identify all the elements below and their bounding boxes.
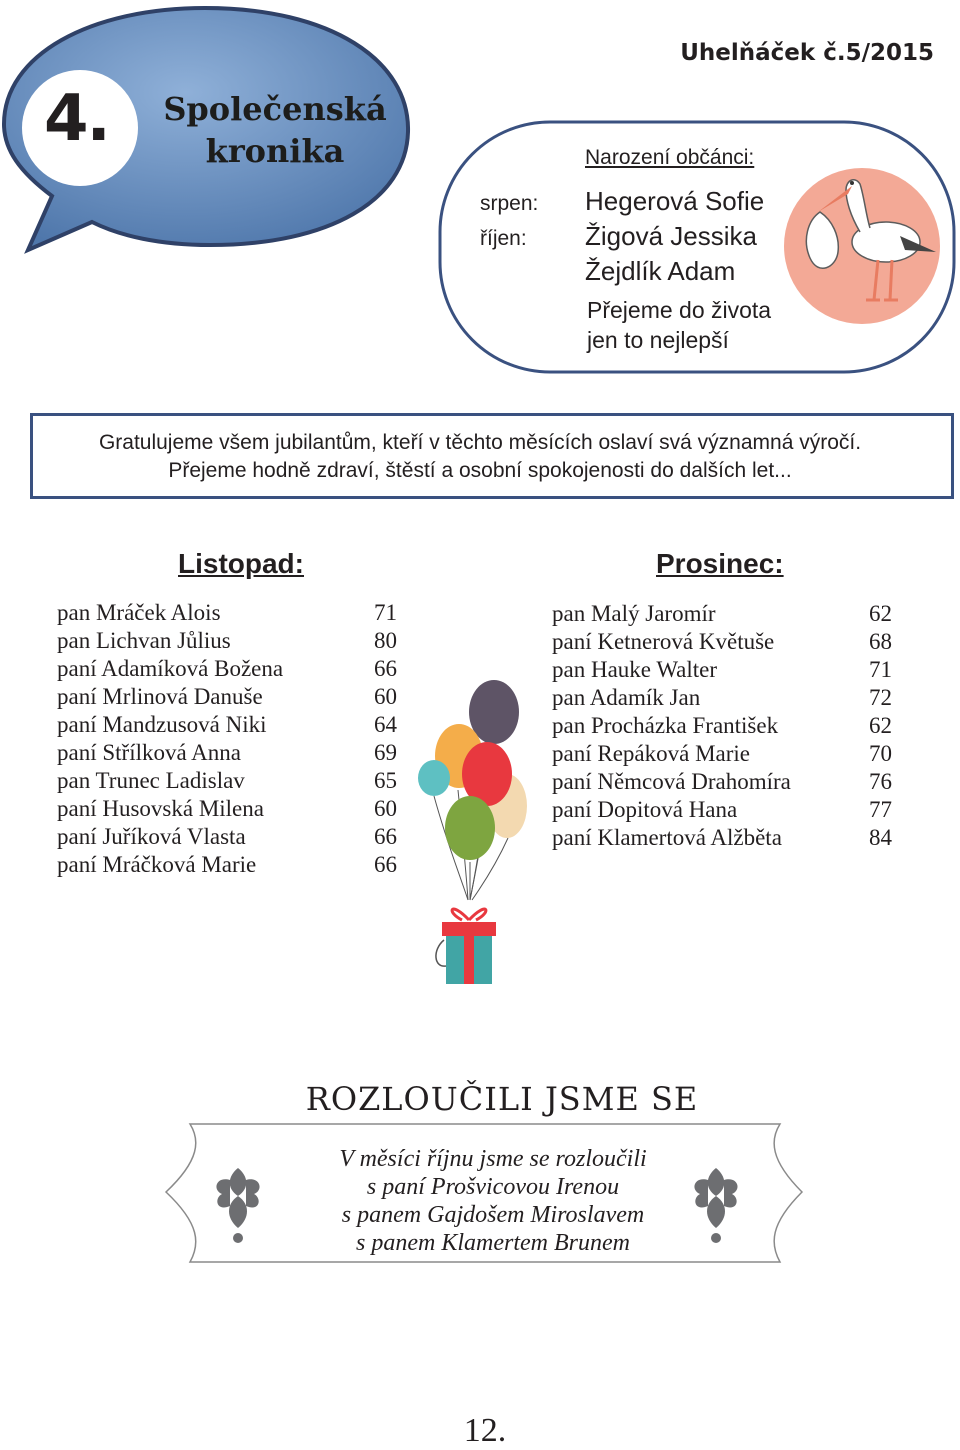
section-title [150, 88, 400, 172]
jubilee-name: paní Dopitová Hana [552, 797, 738, 822]
births-heading: Narození občánci: [585, 146, 755, 169]
jubilee-age: 80 [374, 628, 397, 653]
birth-name: Žejdlík Adam [585, 256, 736, 286]
issue-label: Uhelňáček č.5/2015 [680, 40, 934, 66]
jubilee-age: 69 [374, 740, 397, 765]
congrats-box [30, 413, 954, 499]
congrats-line: Gratulujeme všem jubilantům, kteří v těchto měsících oslaví svá významná výročí. [98, 431, 862, 454]
jubilee-age: 65 [374, 768, 397, 793]
jubilee-name: paní Němcová Drahomíra [552, 769, 791, 794]
section-title-line2: kronika [205, 132, 345, 170]
jubilee-name: pan Lichvan Jůlius [57, 628, 231, 653]
birth-month: srpen: [480, 192, 539, 215]
jubilee-name: paní Ketnerová Květuše [552, 629, 775, 654]
jubilee-name: pan Malý Jaromír [552, 601, 716, 626]
jubilee-age: 71 [374, 600, 397, 625]
jubilee-age: 62 [869, 601, 892, 626]
congrats-line: Přejeme hodně zdraví, štěstí a osobní spokojenosti do dalších let... [168, 459, 792, 482]
jubilee-name: paní Mandzusová Niki [57, 712, 267, 737]
jubilee-age: 72 [869, 685, 892, 710]
birth-month: říjen: [480, 227, 527, 250]
jubilee-age: 60 [374, 796, 397, 821]
jubilee-name: paní Juříková Vlasta [57, 824, 246, 849]
jubilee-name: paní Husovská Milena [57, 796, 264, 821]
wish-line: Přejeme do života [587, 297, 772, 323]
birth-name: Žigová Jessika [585, 221, 757, 251]
jubilee-age: 64 [374, 712, 397, 737]
jubilee-age: 84 [869, 825, 892, 850]
jubilee-age: 66 [374, 824, 397, 849]
jubilee-age: 70 [869, 741, 892, 766]
section-number: 4. [44, 82, 109, 156]
jubilee-name: paní Klamertová Alžběta [552, 825, 782, 850]
jubilee-age: 76 [869, 769, 892, 794]
jubilee-name: paní Repáková Marie [552, 741, 750, 766]
jubilee-name: pan Procházka František [552, 713, 779, 738]
farewell-title: ROZLOUČILI JSME SE [305, 1080, 699, 1118]
jubilee-age: 66 [374, 852, 397, 877]
jubilee-name: pan Mráček Alois [57, 600, 221, 625]
balloons-gift-icon [418, 680, 527, 984]
jubilee-age: 66 [374, 656, 397, 681]
jubilee-age: 62 [869, 713, 892, 738]
farewell-line: V měsíci říjnu jsme se rozloučili [339, 1146, 647, 1172]
farewell-line: s panem Gajdošem Miroslavem [341, 1202, 645, 1228]
jubilee-age: 71 [869, 657, 892, 682]
farewell-line: s paní Prošvicovou Irenou [366, 1174, 620, 1200]
farewell-line: s panem Klamertem Brunem [356, 1230, 630, 1256]
jubilee-age: 60 [374, 684, 397, 709]
jubilee-age: 68 [869, 629, 892, 654]
page-number: 12. [463, 1412, 507, 1449]
jubilee-name: pan Hauke Walter [552, 657, 718, 682]
birth-name: Hegerová Sofie [585, 186, 765, 216]
jubilee-name: paní Mrlinová Danuše [57, 684, 263, 709]
november-heading: Listopad: [178, 548, 304, 579]
jubilee-name: paní Adamíková Božena [57, 656, 284, 681]
jubilee-name: pan Adamík Jan [552, 685, 701, 710]
section-title-line1: Společenská [163, 90, 387, 128]
jubilee-name: pan Trunec Ladislav [57, 768, 245, 793]
stork-icon [784, 168, 940, 324]
jubilee-age: 77 [869, 797, 892, 822]
jubilee-name: paní Mráčková Marie [57, 852, 257, 877]
december-heading: Prosinec: [656, 548, 784, 579]
wish-line: jen to nejlepší [587, 327, 729, 353]
jubilee-name: paní Střílková Anna [57, 740, 241, 765]
